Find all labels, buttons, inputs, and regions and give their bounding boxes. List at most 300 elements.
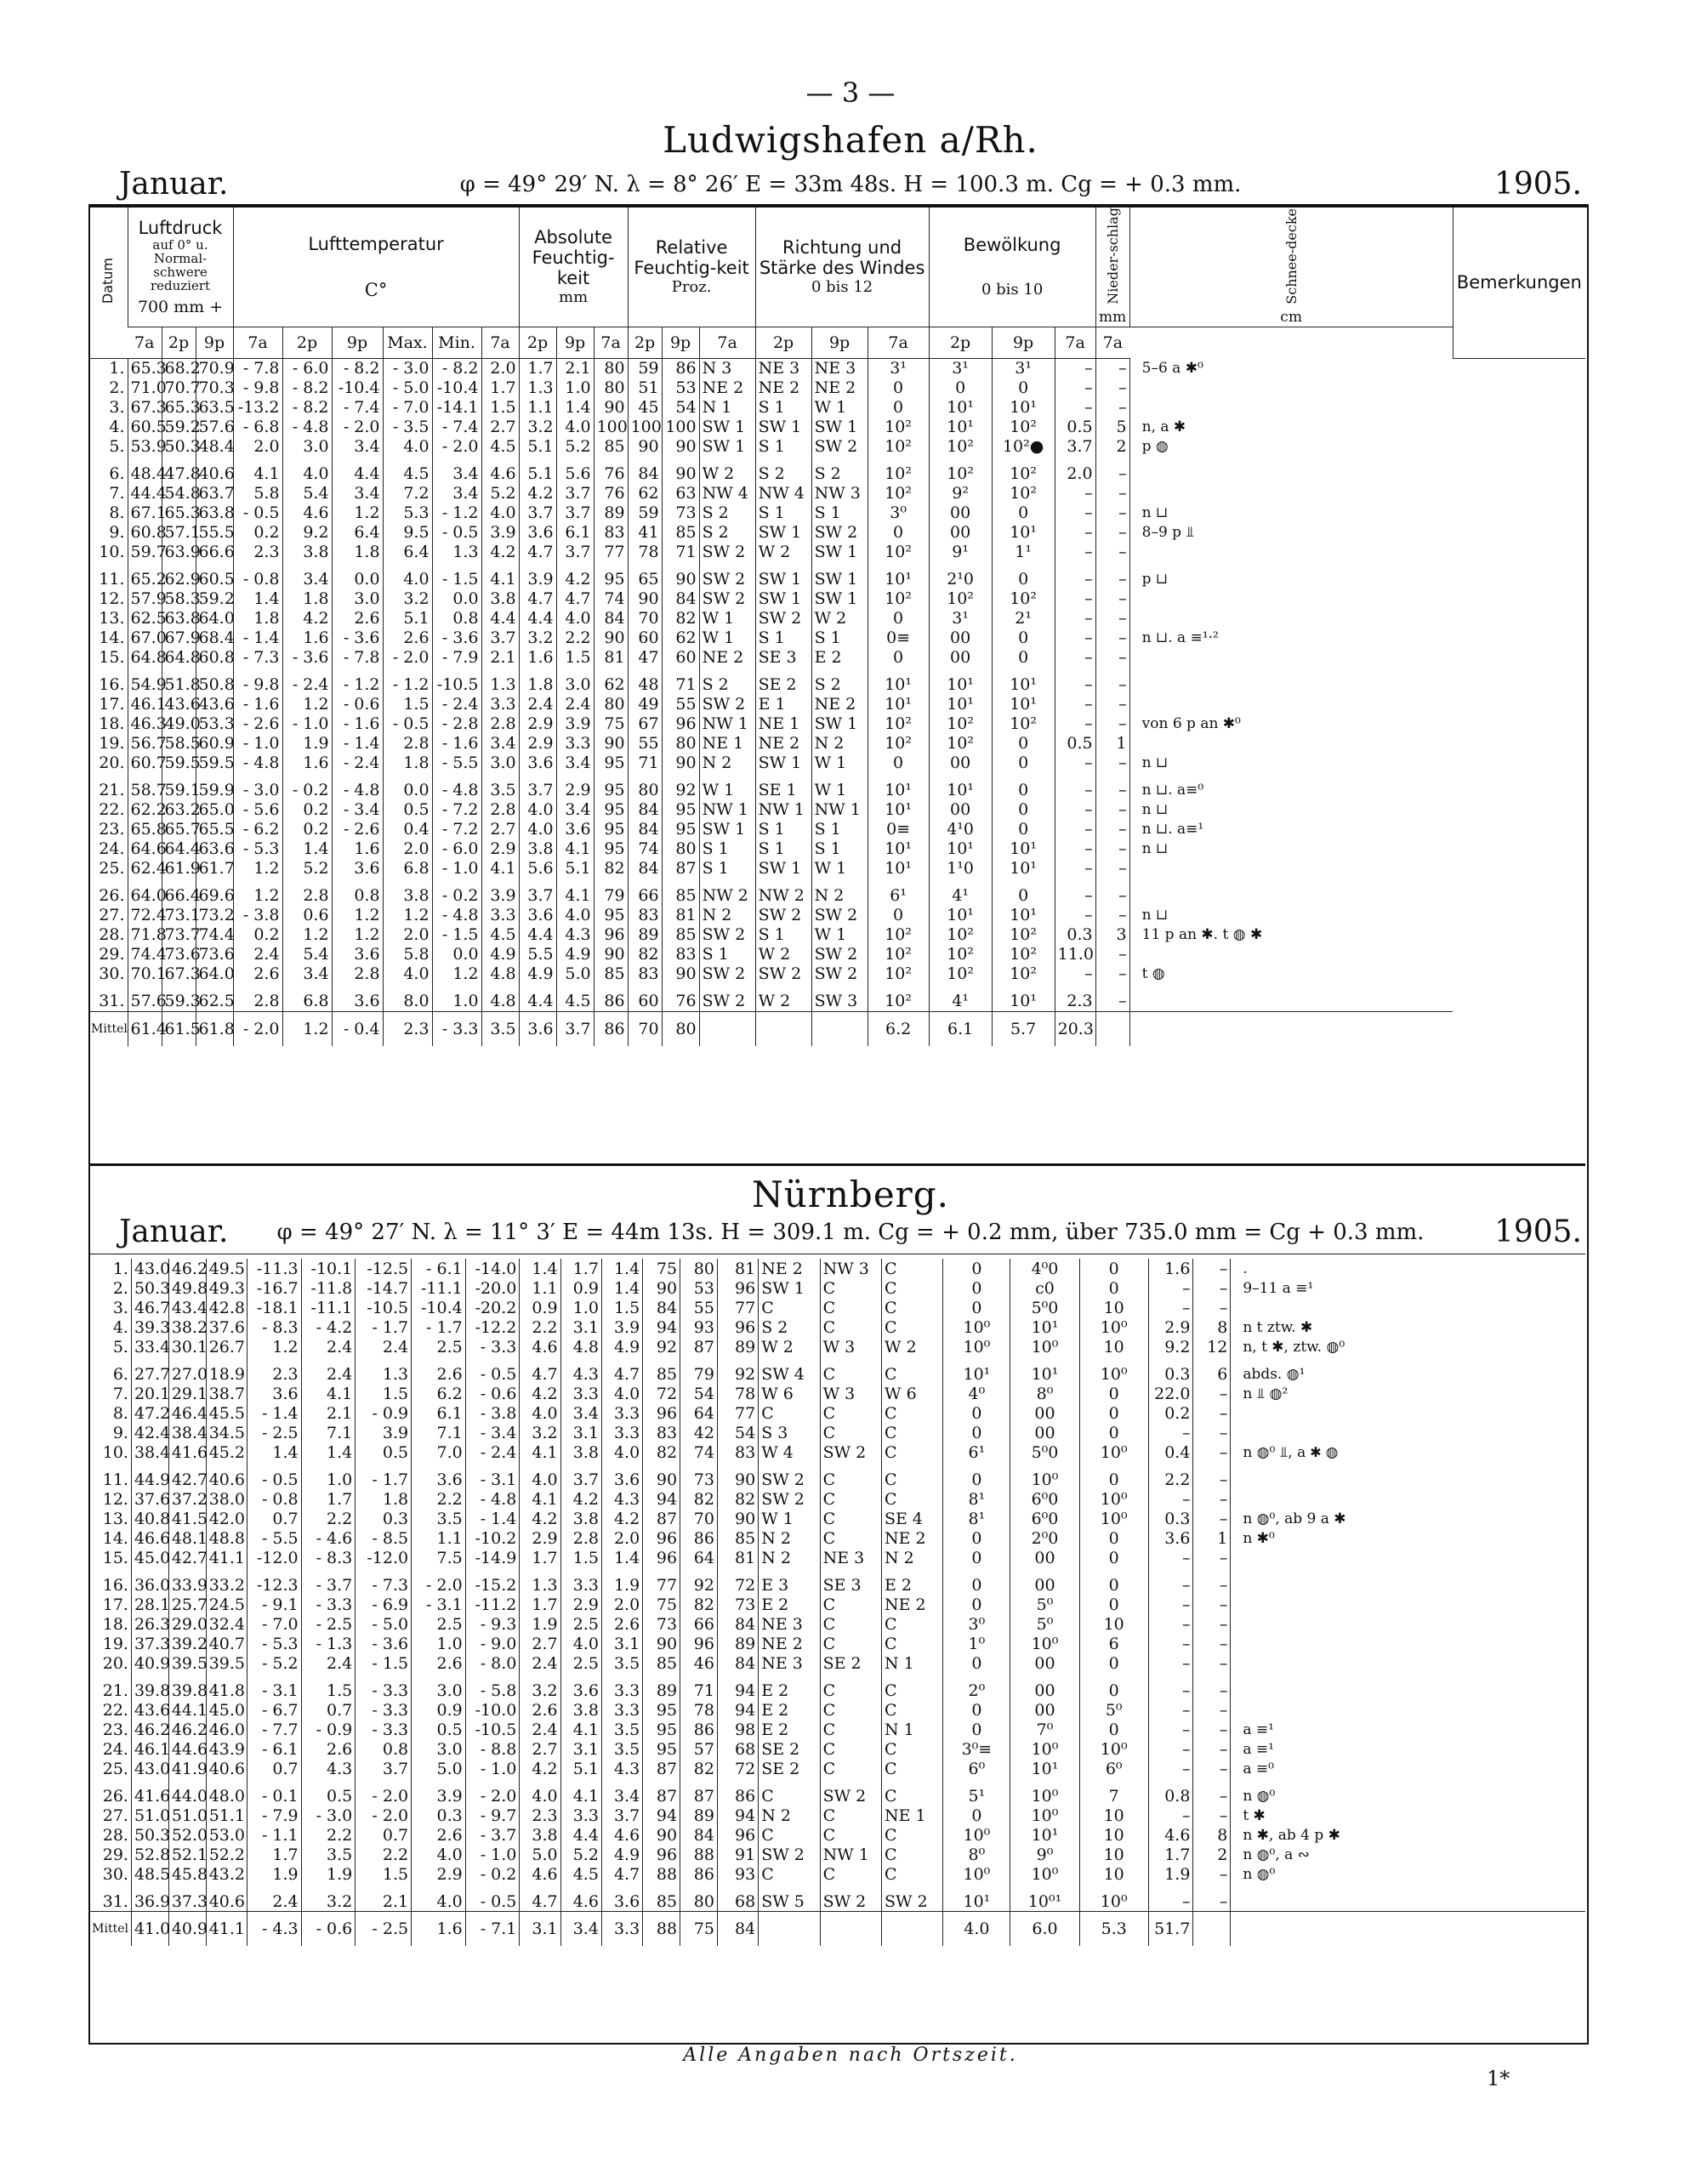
table-row	[88, 945, 1585, 964]
value-cell: 59.2	[196, 589, 233, 609]
value-cell: –	[1193, 1681, 1231, 1700]
value-cell: 69.6	[196, 886, 233, 906]
remark-cell	[1129, 695, 1453, 714]
value-cell: C	[820, 1489, 881, 1509]
value-cell: 5.6	[556, 464, 594, 484]
remark-cell: t ✱	[1231, 1806, 1585, 1825]
value-cell: W 2	[811, 609, 868, 628]
value-cell: 48	[628, 675, 662, 695]
remark-cell	[1231, 1403, 1585, 1423]
value-cell: 64.0	[196, 609, 233, 628]
value-cell: 0.3	[356, 1509, 412, 1528]
value-cell: 3.3	[481, 906, 519, 925]
value-cell: C	[820, 1528, 881, 1548]
value-cell: 1.8	[356, 1489, 412, 1509]
value-cell: - 7.9	[432, 648, 481, 668]
value-cell: 3¹	[929, 358, 992, 378]
value-cell: 0	[943, 1298, 1010, 1317]
remark-cell	[1129, 464, 1453, 484]
value-cell: -18.1	[247, 1298, 301, 1317]
mean-cell	[1129, 1011, 1453, 1046]
value-cell: 0	[943, 1700, 1010, 1720]
value-cell: 39.8	[168, 1681, 206, 1700]
value-cell: 67	[628, 714, 662, 734]
value-cell: 1.5	[383, 695, 432, 714]
value-cell: 1.6	[282, 628, 332, 648]
value-cell: 3.7	[560, 1470, 601, 1489]
mean-cell	[1231, 1912, 1585, 1947]
value-cell: 1.4	[233, 589, 282, 609]
value-cell: 96	[717, 1825, 758, 1845]
value-cell: S 1	[699, 945, 755, 964]
value-cell: 1.7	[247, 1845, 301, 1864]
value-cell: 3.5	[601, 1720, 642, 1739]
value-cell: 27.7	[131, 1364, 168, 1384]
value-cell: 0≡	[868, 820, 929, 839]
value-cell: 68	[717, 1891, 758, 1912]
value-cell: W 2	[755, 945, 811, 964]
value-cell: 00	[929, 523, 992, 543]
value-cell: 5.8	[233, 484, 282, 503]
value-cell: 73.2	[196, 906, 233, 925]
value-cell: 5.1	[560, 1759, 601, 1778]
value-cell: - 3.3	[356, 1720, 412, 1739]
value-cell: 10	[1079, 1614, 1148, 1634]
value-cell: W 2	[755, 543, 811, 562]
remark-cell	[1129, 992, 1453, 1012]
value-cell: –	[1148, 1278, 1193, 1298]
value-cell: C	[759, 1298, 820, 1317]
value-cell: 2.6	[301, 1739, 356, 1759]
value-cell: 64.0	[196, 964, 233, 984]
value-cell: –	[1095, 589, 1129, 609]
value-cell: - 1.2	[383, 675, 432, 695]
value-cell: SW 2	[882, 1891, 943, 1912]
value-cell: 4.5	[383, 464, 432, 484]
value-cell: 0.5	[356, 1442, 412, 1462]
value-cell: 3.2	[301, 1891, 356, 1912]
value-cell: 54	[680, 1384, 718, 1403]
value-cell: N 1	[882, 1653, 943, 1673]
value-cell: 66	[680, 1614, 718, 1634]
value-cell: 55	[628, 734, 662, 754]
value-cell: 0.8	[332, 886, 383, 906]
value-cell: 0	[992, 378, 1055, 398]
value-cell: 1.7	[1148, 1845, 1193, 1864]
value-cell: 0	[992, 570, 1055, 589]
value-cell: 10⁰	[1079, 1442, 1148, 1462]
page-number: — 3 —	[805, 77, 896, 109]
value-cell: W 1	[811, 754, 868, 773]
value-cell: 38.4	[131, 1442, 168, 1462]
value-cell: –	[1193, 1739, 1231, 1759]
value-cell: - 1.5	[356, 1653, 412, 1673]
value-cell: 80	[680, 1259, 718, 1278]
table-row	[88, 1739, 1585, 1759]
table-row	[88, 1384, 1585, 1403]
value-cell: 3.3	[601, 1423, 642, 1442]
value-cell: 1.7	[520, 1548, 560, 1567]
value-cell: 8¹	[943, 1489, 1010, 1509]
day-cell: 4.	[109, 418, 125, 436]
value-cell: 60	[628, 628, 662, 648]
value-cell: 4.0	[520, 1403, 560, 1423]
value-cell: 10²	[992, 484, 1055, 503]
value-cell: 3.8	[519, 839, 556, 859]
value-cell: 70	[680, 1509, 718, 1528]
value-cell: –	[1055, 800, 1095, 820]
table-row	[88, 695, 1585, 714]
value-cell: - 1.2	[432, 503, 481, 523]
remark-cell	[1231, 1298, 1585, 1317]
value-cell: 0	[868, 398, 929, 418]
value-cell: 89	[643, 1681, 680, 1700]
value-cell: NE 2	[759, 1259, 820, 1278]
value-cell: 90	[628, 437, 662, 457]
value-cell: 3.4	[282, 964, 332, 984]
value-cell: 95	[594, 839, 628, 859]
value-cell: - 3.1	[465, 1470, 520, 1489]
value-cell: 0.5	[1055, 418, 1095, 437]
table-row	[88, 1317, 1585, 1337]
value-cell: 74.4	[128, 945, 162, 964]
value-cell: 3.4	[432, 464, 481, 484]
value-cell: 2.7	[481, 820, 519, 839]
value-cell: 5.8	[383, 945, 432, 964]
value-cell: 9¹	[929, 543, 992, 562]
table-row	[88, 1575, 1585, 1595]
value-cell: 0	[992, 754, 1055, 773]
value-cell: 4.2	[519, 484, 556, 503]
value-cell: - 4.2	[301, 1317, 356, 1337]
value-cell: 84	[594, 609, 628, 628]
value-cell: 4.7	[601, 1864, 642, 1884]
value-cell: 2.4	[556, 695, 594, 714]
value-cell: 94	[643, 1317, 680, 1337]
value-cell: - 2.0	[356, 1806, 412, 1825]
value-cell: 10²	[868, 714, 929, 734]
value-cell: W 3	[820, 1337, 881, 1356]
value-cell: 50.3	[162, 437, 196, 457]
remark-cell: n ⊔. a≡⁰	[1129, 781, 1453, 800]
value-cell: 0.5	[412, 1720, 466, 1739]
value-cell: 6.1	[412, 1403, 466, 1423]
value-cell: –	[1095, 800, 1129, 820]
value-cell: SW 1	[755, 754, 811, 773]
value-cell: 1.0	[412, 1634, 466, 1653]
value-cell: 10¹	[868, 781, 929, 800]
value-cell: 73	[662, 503, 699, 523]
value-cell: 40.6	[206, 1891, 247, 1912]
value-cell: 90	[662, 964, 699, 984]
value-cell: 51.8	[162, 675, 196, 695]
value-cell: - 3.8	[465, 1403, 520, 1423]
value-cell: - 1.7	[356, 1470, 412, 1489]
value-cell: 53.9	[128, 437, 162, 457]
value-cell: 10⁰	[1079, 1891, 1148, 1912]
value-cell: - 0.9	[301, 1720, 356, 1739]
value-cell: –	[1148, 1423, 1193, 1442]
value-cell: 1.7	[519, 358, 556, 378]
value-cell: 3.5	[412, 1509, 466, 1528]
value-cell: 0.8	[356, 1739, 412, 1759]
value-cell: –	[1148, 1489, 1193, 1509]
value-cell: C	[882, 1298, 943, 1317]
table-row	[88, 1681, 1585, 1700]
row-gap	[88, 1356, 1585, 1364]
value-cell: - 7.2	[432, 820, 481, 839]
value-cell: 40.6	[206, 1470, 247, 1489]
value-cell: 62.5	[196, 992, 233, 1012]
value-cell: 41.9	[168, 1759, 206, 1778]
value-cell: 88	[643, 1864, 680, 1884]
value-cell: 4.6	[520, 1864, 560, 1884]
value-cell: - 1.0	[465, 1845, 520, 1864]
value-cell: 10⁰	[1010, 1786, 1079, 1806]
value-cell: SW 1	[811, 418, 868, 437]
remark-cell: 5–6 a ✱⁰	[1129, 358, 1453, 378]
value-cell: –	[1193, 1806, 1231, 1825]
value-cell: - 8.2	[282, 398, 332, 418]
day-cell: 4.	[112, 1317, 128, 1337]
value-cell: 0	[868, 906, 929, 925]
value-cell: 2.8	[332, 964, 383, 984]
value-cell: 37.6	[131, 1489, 168, 1509]
table-row	[88, 1891, 1585, 1912]
value-cell: - 8.2	[332, 358, 383, 378]
table-row	[88, 398, 1585, 418]
value-cell: 4.2	[520, 1509, 560, 1528]
value-cell: 0.9	[520, 1298, 560, 1317]
value-cell: 3.9	[519, 570, 556, 589]
value-cell: 89	[628, 925, 662, 945]
data-table	[88, 1259, 1585, 1946]
value-cell: 77	[717, 1298, 758, 1317]
value-cell: 85	[662, 886, 699, 906]
value-cell: 6	[1193, 1364, 1231, 1384]
value-cell: 3.7	[1055, 437, 1095, 457]
value-cell: 2.0	[601, 1595, 642, 1614]
value-cell: NE 2	[759, 1634, 820, 1653]
value-cell: 4.0	[601, 1384, 642, 1403]
value-cell: 40.8	[131, 1509, 168, 1528]
mean-label: Mittel	[88, 1912, 131, 1947]
value-cell: 10¹	[992, 523, 1055, 543]
table-row	[88, 484, 1585, 503]
remark-cell: n ⫫ ◍²	[1231, 1384, 1585, 1403]
value-cell: 1.6	[282, 754, 332, 773]
value-cell: SW 1	[811, 714, 868, 734]
value-cell: - 2.0	[432, 437, 481, 457]
value-cell: 95	[662, 800, 699, 820]
value-cell: - 3.7	[465, 1825, 520, 1845]
value-cell: 53.3	[196, 714, 233, 734]
value-cell: 64.6	[128, 839, 162, 859]
value-cell: 6.1	[556, 523, 594, 543]
value-cell: 3.6	[601, 1470, 642, 1489]
value-cell: 10¹	[992, 992, 1055, 1012]
value-cell: - 6.0	[282, 358, 332, 378]
value-cell: 71	[628, 754, 662, 773]
value-cell: - 8.3	[247, 1317, 301, 1337]
value-cell: 2.4	[301, 1653, 356, 1673]
value-cell: 10²	[868, 734, 929, 754]
value-cell: 57.9	[128, 589, 162, 609]
table-row	[88, 1595, 1585, 1614]
value-cell: –	[1095, 695, 1129, 714]
value-cell: - 2.0	[465, 1786, 520, 1806]
value-cell: 3.6	[332, 945, 383, 964]
value-cell: C	[820, 1720, 881, 1739]
value-cell: 3.2	[520, 1681, 560, 1700]
value-cell: C	[882, 1700, 943, 1720]
day-cell: 5.	[112, 1337, 128, 1356]
station-title-nuernberg: Nürnberg.	[752, 1174, 949, 1215]
value-cell: 10²	[929, 734, 992, 754]
value-cell: 95	[662, 820, 699, 839]
mean-cell	[820, 1912, 881, 1947]
table-row	[88, 675, 1585, 695]
value-cell: 90	[643, 1470, 680, 1489]
value-cell: - 5.6	[233, 800, 282, 820]
value-cell: –	[1148, 1681, 1193, 1700]
mean-cell: 40.9	[168, 1912, 206, 1947]
value-cell: - 3.1	[247, 1681, 301, 1700]
value-cell: 95	[594, 906, 628, 925]
value-cell: 0	[992, 886, 1055, 906]
value-cell: C	[820, 1700, 881, 1720]
remark-cell	[1129, 675, 1453, 695]
value-cell: 2¹0	[929, 570, 992, 589]
value-cell: 11.0	[1055, 945, 1095, 964]
table-row	[88, 418, 1585, 437]
day-cell: 2.	[109, 378, 125, 397]
value-cell: 10¹	[992, 398, 1055, 418]
value-cell: 00	[1010, 1423, 1079, 1442]
value-cell: N 3	[699, 358, 755, 378]
value-cell: 90	[643, 1634, 680, 1653]
remark-cell: a ≡¹	[1231, 1720, 1585, 1739]
value-cell: 5.0	[556, 964, 594, 984]
value-cell: 59.2	[162, 418, 196, 437]
value-cell: 0	[1079, 1403, 1148, 1423]
value-cell: 1¹0	[929, 859, 992, 879]
value-cell: -10.5	[432, 675, 481, 695]
value-cell: 3.6	[247, 1384, 301, 1403]
value-cell: 67.9	[162, 628, 196, 648]
value-cell: 3.0	[412, 1681, 466, 1700]
table-row	[88, 1700, 1585, 1720]
value-cell: 30.1	[168, 1337, 206, 1356]
value-cell: 94	[643, 1489, 680, 1509]
value-cell: 55.5	[196, 523, 233, 543]
value-cell: S 1	[811, 628, 868, 648]
value-cell: - 9.0	[465, 1634, 520, 1653]
value-cell: 3.3	[560, 1384, 601, 1403]
value-cell: 0.8	[432, 609, 481, 628]
remark-cell: 11 p an ✱. t ◍ ✱	[1129, 925, 1453, 945]
col-lufttemperatur: Lufttemperatur C°	[233, 208, 519, 327]
value-cell: 0.3	[1148, 1364, 1193, 1384]
value-cell: 10⁰	[1010, 1470, 1079, 1489]
day-cell: 16.	[102, 1575, 128, 1595]
value-cell: W 3	[820, 1384, 881, 1403]
value-cell: 5.1	[383, 609, 432, 628]
day-cell: 5.	[109, 437, 125, 456]
value-cell: NW 2	[755, 886, 811, 906]
value-cell: 10²	[868, 484, 929, 503]
value-cell: 5.2	[560, 1845, 601, 1864]
value-cell: 51.0	[168, 1806, 206, 1825]
table-row	[88, 781, 1585, 800]
value-cell: - 3.4	[465, 1423, 520, 1442]
value-cell: - 2.5	[247, 1423, 301, 1442]
value-cell: 3.3	[601, 1681, 642, 1700]
value-cell: 38.2	[168, 1317, 206, 1337]
value-cell: 0	[943, 1720, 1010, 1739]
value-cell: 3.7	[519, 781, 556, 800]
value-cell: 2.9	[1148, 1317, 1193, 1337]
value-cell: NE 2	[882, 1528, 943, 1548]
value-cell: 1.1	[519, 398, 556, 418]
mean-cell: 86	[594, 1011, 628, 1046]
value-cell: 47	[628, 648, 662, 668]
value-cell: 62	[628, 484, 662, 503]
mean-cell	[882, 1912, 943, 1947]
value-cell: - 6.0	[432, 839, 481, 859]
signature-mark: 1*	[1487, 2067, 1510, 2090]
value-cell: 10²	[992, 925, 1055, 945]
value-cell: 82	[662, 609, 699, 628]
value-cell: 6.8	[282, 992, 332, 1012]
remark-cell: n ◍⁰	[1231, 1786, 1585, 1806]
table-row	[88, 820, 1585, 839]
value-cell: - 3.0	[383, 358, 432, 378]
mean-cell: - 0.6	[301, 1912, 356, 1947]
value-cell: 50.8	[196, 675, 233, 695]
value-cell: 64	[680, 1548, 718, 1567]
table-row	[88, 1423, 1585, 1442]
value-cell: 0	[943, 1470, 1010, 1489]
value-cell: 57.1	[162, 523, 196, 543]
table-row	[88, 523, 1585, 543]
value-cell: - 0.2	[432, 886, 481, 906]
value-cell: 0.4	[383, 820, 432, 839]
value-cell: - 0.6	[465, 1384, 520, 1403]
value-cell: 89	[717, 1337, 758, 1356]
value-cell: 0.4	[1148, 1442, 1193, 1462]
value-cell: 1.7	[520, 1595, 560, 1614]
value-cell: 96	[643, 1403, 680, 1423]
value-cell: 63.9	[162, 543, 196, 562]
value-cell: 7.2	[383, 484, 432, 503]
row-gap	[88, 1567, 1585, 1575]
value-cell: 66.4	[162, 886, 196, 906]
value-cell: E 2	[759, 1595, 820, 1614]
value-cell: 1.2	[282, 925, 332, 945]
value-cell: 0	[992, 503, 1055, 523]
value-cell: 1⁰	[943, 1634, 1010, 1653]
value-cell: 3.5	[481, 781, 519, 800]
value-cell: 2.2	[301, 1509, 356, 1528]
value-cell: - 1.7	[412, 1317, 466, 1337]
value-cell: 3¹	[992, 358, 1055, 378]
value-cell: C	[882, 1759, 943, 1778]
value-cell: 43.6	[162, 695, 196, 714]
value-cell: SW 1	[699, 437, 755, 457]
value-cell: 4.0	[383, 437, 432, 457]
remark-cell: p ◍	[1129, 437, 1453, 457]
